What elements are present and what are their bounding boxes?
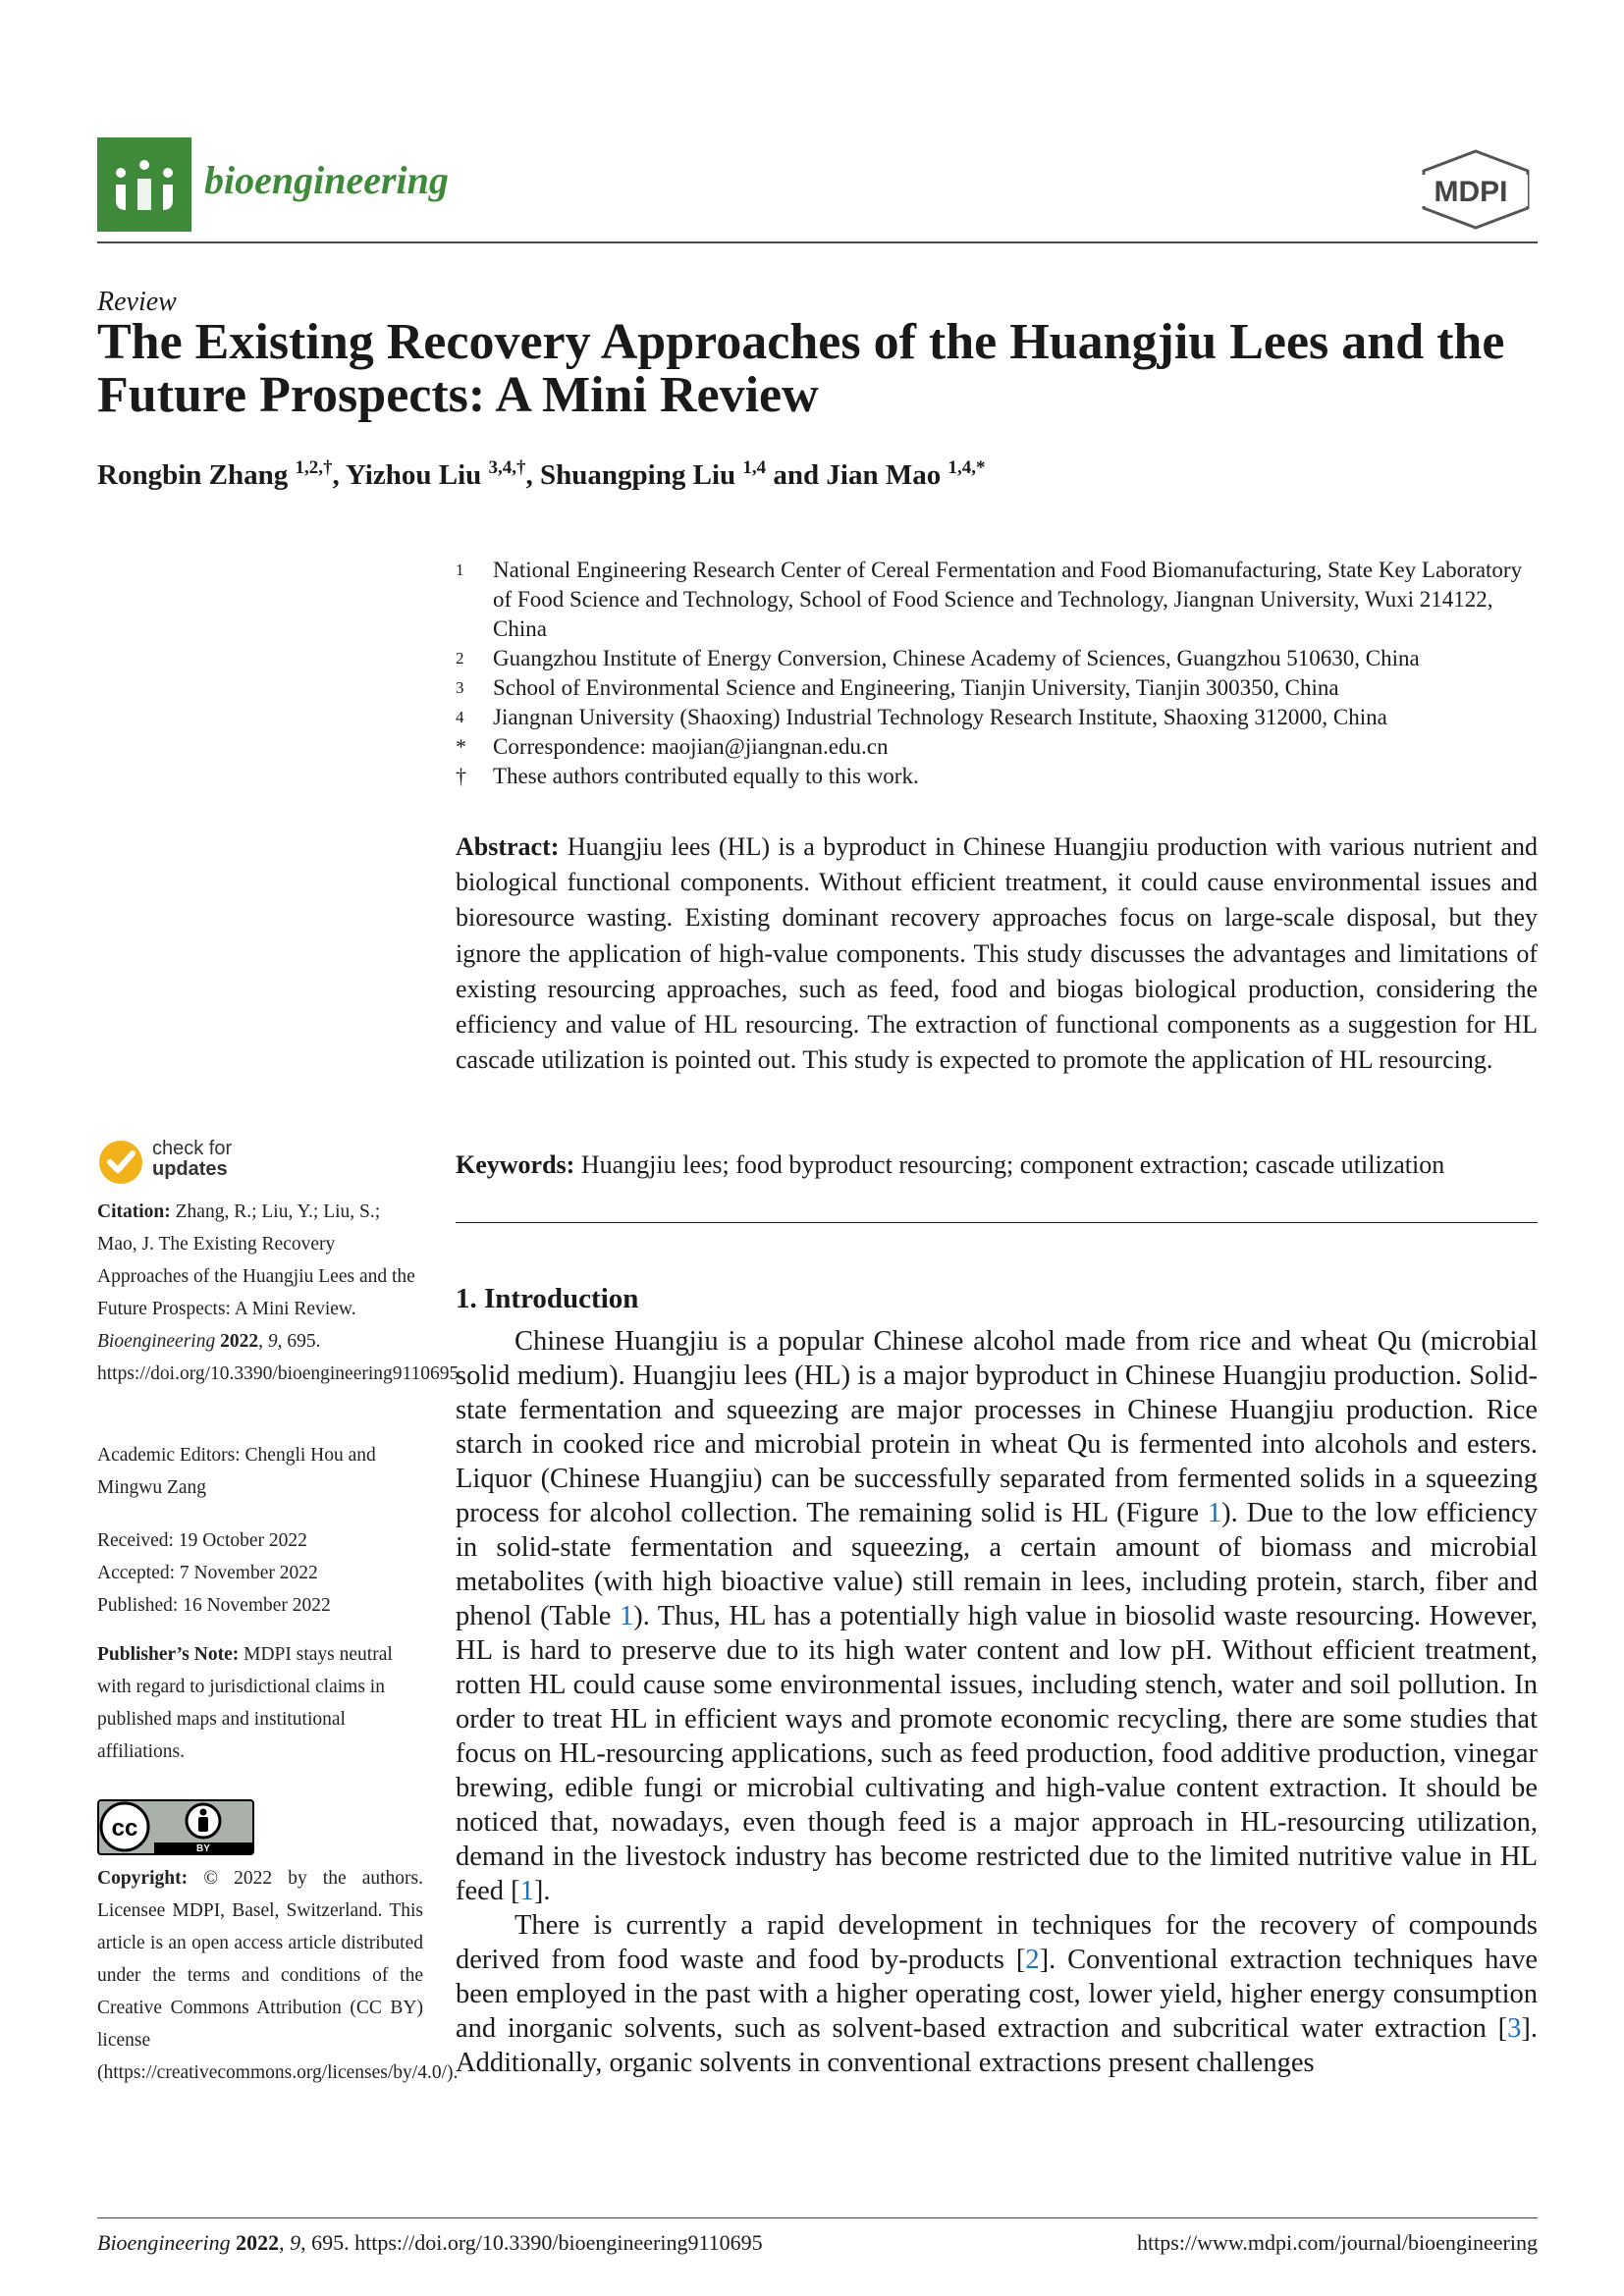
figure-link[interactable]: 1	[1207, 1498, 1222, 1528]
copyright-block	[97, 1862, 459, 2089]
mdpi-logo-icon	[1414, 147, 1538, 232]
received-date: Received: 19 October 2022	[97, 1530, 307, 1551]
paragraph-text: ). Due to the low efficiency in solid-state fermentation and squeezing, a certain amount of biomass and microbial metabolites (with high bioactive value) still remain in lees, including protein, starch, fiber and phenol (Table	[456, 1498, 1538, 1631]
copyright-text: © 2022 by the authors. Licensee MDPI, Basel, Switzerland. This article is an open access article distributed under the terms and conditions of the Creative Commons Attribution (CC BY) license (https://creativecommons.org/licenses/by/4.0/).	[97, 1868, 459, 2083]
affiliation-text: National Engineering Research Center of Cereal Fermentation and Food Biomanufacturing, State Key Laboratory of Food Science and Technology, School of Food Science and Technology, Jiangnan University, Wuxi 214122, China	[493, 558, 1523, 641]
affiliation-item	[456, 732, 1538, 762]
footer-journal: Bioengineering	[97, 2230, 231, 2255]
paragraph-text: ]. Additionally, organic solvents in conventional extractions present challenges	[456, 2013, 1538, 2078]
author-affiliation-marks: 1,4	[742, 457, 767, 478]
keywords	[456, 1148, 1538, 1182]
affiliation-mark: 3	[456, 678, 464, 697]
check-for-updates-badge[interactable]	[97, 1139, 294, 1188]
reference-link[interactable]: 2	[1025, 1945, 1040, 1975]
footer-year: 2022	[236, 2230, 280, 2255]
table-link[interactable]: 1	[619, 1601, 634, 1631]
publishers-note-text: MDPI stays neutral with regard to jurisdictional claims in published maps and institutional affiliations.	[97, 1644, 393, 1762]
correspondence-text[interactable]: Correspondence: maojian@jiangnan.edu.cn	[493, 734, 889, 759]
copyright-label: Copyright:	[97, 1868, 189, 1889]
affiliation-mark: 1	[456, 561, 464, 579]
paragraph-text: ]. Conventional extraction techniques have been employed in the past with a higher operating cost, lower yield, higher energy consumption and inorganic solvents, such as solvent-based extraction and subcritical water extraction [	[456, 1945, 1538, 2044]
paragraph	[456, 1908, 1538, 2080]
check-updates-line1: check for	[152, 1138, 233, 1159]
footer-divider	[97, 2217, 1538, 2218]
section-heading: 1. Introduction	[456, 1283, 639, 1314]
keywords-divider	[456, 1222, 1538, 1223]
article-type: Review	[97, 287, 177, 317]
academic-editors: Academic Editors: Chengli Hou and Mingwu Zang	[97, 1445, 376, 1498]
keywords-text: Huangjiu lees; food byproduct resourcing; component extraction; cascade utilization	[580, 1150, 1445, 1179]
paragraph-text: Chinese Huangjiu is a popular Chinese alcohol made from rice and wheat Qu (microbial solid medium). Huangjiu lees (HL) is a major byproduct in Chinese Huangjiu production. Solid-state fermentation and squeezing are major processes in Chinese Huangjiu production. Rice starch in cooked rice and microbial protein in wheat Qu is fermented into alcohols and esters. Liquor (Chinese Huangjiu) can be successfully separated from fermented solids in a squeezing process for alcohol collection. The remaining solid is HL (Figure	[456, 1326, 1538, 1528]
author-name[interactable]: Shuangping Liu	[540, 459, 736, 491]
check-updates-label	[152, 1139, 232, 1180]
abstract-text: Huangjiu lees (HL) is a byproduct in Chinese Huangjiu production with various nutrient and biological functional components. Without efficient treatment, it could cause environmental issues and bioresource wasting. Existing dominant recovery approaches focus on large-scale disposal, but they ignore the application of high-value components. This study discusses the advantages and limitations of existing resourcing approaches, such as feed, food and biogas biological production, considering the efficiency and value of HL resourcing. The extraction of functional components as a suggestion for HL cascade utilization is pointed out. This study is expected to promote the application of HL resourcing.	[456, 832, 1538, 1075]
publishers-note-label: Publisher’s Note:	[97, 1644, 240, 1665]
abstract-label: Abstract:	[456, 832, 560, 861]
affiliation-mark: 2	[456, 649, 464, 667]
publisher-name: MDPI	[1434, 176, 1508, 208]
affiliation-text: School of Environmental Science and Engineering, Tianjin University, Tianjin 300350, China	[493, 675, 1339, 700]
affiliation-item	[456, 673, 1538, 703]
accepted-date: Accepted: 7 November 2022	[97, 1563, 318, 1583]
affiliation-item	[456, 556, 1538, 644]
affiliations-list	[456, 556, 1538, 791]
affiliation-mark: †	[456, 764, 466, 788]
reference-link[interactable]: 1	[519, 1876, 534, 1906]
paragraph-text: ). Thus, HL has a potentially high value in biosolid waste resourcing. However, HL is hard to preserve due to its high water content and low pH. Without efficient treatment, rotten HL could cause some environmental issues, including stench, water and soil pollution. In order to treat HL in efficient ways and promote economic recycling, there are some studies that focus on HL-resourcing applications, such as feed production, food additive production, vinegar brewing, edible fungi or microbial cultivating and high-value content extraction. It should be noticed that, nowadays, even though feed is a major approach in HL-resourcing utilization, demand in the livestock industry has become restricted due to the limited nutritive value in HL feed [	[456, 1601, 1538, 1906]
body-text	[456, 1324, 1538, 2080]
affiliation-item	[456, 703, 1538, 732]
svg-text:cc: cc	[111, 1815, 138, 1842]
paragraph-text: ].	[533, 1876, 551, 1906]
affiliation-item	[456, 762, 1538, 791]
header-divider	[97, 241, 1538, 243]
author-affiliation-marks: 3,4,†	[488, 457, 526, 478]
publication-dates	[97, 1524, 423, 1622]
check-updates-line2: updates	[152, 1158, 228, 1180]
abstract	[456, 829, 1538, 1078]
citation-year: 2022	[220, 1331, 259, 1352]
paragraph-text: There is currently a rapid development in techniques for the recovery of compounds derived from food waste and food by-products [	[456, 1910, 1538, 1975]
publishers-note	[97, 1638, 423, 1768]
affiliation-item	[456, 644, 1538, 673]
affiliation-mark: *	[456, 734, 466, 759]
affiliation-text: These authors contributed equally to this work.	[493, 764, 919, 788]
citation-doi[interactable]: , 695. https://doi.org/10.3390/bioengineering9110695	[97, 1331, 460, 1384]
author-affiliation-marks: 1,4,*	[947, 457, 986, 478]
journal-logo-icon	[97, 137, 191, 232]
cc-by-label: BY	[196, 1843, 210, 1854]
author-list: Rongbin Zhang $^{1,2,\dagger}$, Yizhou Liu $^{3,4,\dagger}$, Shuangping Liu $^{1,4}$ and Jian Mao $^{1,4,*}$	[97, 457, 986, 491]
reference-link[interactable]: 3	[1507, 2013, 1522, 2044]
affiliation-mark: 4	[456, 708, 464, 726]
citation-volume: 9	[267, 1331, 278, 1352]
paragraph	[456, 1324, 1538, 1908]
footer-volume: 9	[290, 2230, 301, 2255]
journal-name: bioengineering	[204, 158, 449, 202]
citation-journal: Bioengineering	[97, 1331, 216, 1352]
author-name[interactable]: Rongbin Zhang	[97, 459, 289, 491]
article-title: The Existing Recovery Approaches of the Huangjiu Lees and the Future Prospects: A Mini Review	[97, 314, 1505, 423]
keywords-label: Keywords:	[456, 1150, 575, 1179]
citation-label: Citation:	[97, 1201, 171, 1222]
journal-logo-graphic	[97, 137, 191, 232]
footer-doi[interactable]: , 695. https://doi.org/10.3390/bioengineering9110695	[300, 2230, 763, 2255]
author-name[interactable]: Yizhou Liu	[345, 459, 482, 491]
citation-text: Zhang, R.; Liu, Y.; Liu, S.; Mao, J. The Existing Recovery Approaches of the Huangjiu Lees and the Future Prospects: A Mini Review.	[97, 1201, 415, 1319]
cc-by-license-icon[interactable]	[97, 1799, 254, 1855]
affiliation-text: Guangzhou Institute of Energy Conversion, Chinese Academy of Sciences, Guangzhou 510630, China	[493, 646, 1420, 670]
check-updates-icon	[97, 1139, 144, 1186]
author-affiliation-marks: 1,2,†	[295, 457, 333, 478]
footer-journal-url[interactable]: https://www.mdpi.com/journal/bioengineering	[1137, 2230, 1538, 2255]
citation-block: Citation: Zhang, R.; Liu, Y.; Liu, S.; Mao, J. The Existing Recovery Approaches of the Huangjiu Lees and the Future Prospects: A Mini Review. Bioengineering 2022, 9, 695. https://doi.org/10.3390/bioengineering9110695	[97, 1201, 460, 1384]
author-name[interactable]: Jian Mao	[826, 459, 942, 491]
published-date: Published: 16 November 2022	[97, 1595, 331, 1616]
affiliation-text: Jiangnan University (Shaoxing) Industrial Technology Research Institute, Shaoxing 312000, China	[493, 705, 1387, 729]
footer-citation: Bioengineering 2022, 9, 695. https://doi.org/10.3390/bioengineering9110695	[97, 2230, 763, 2255]
